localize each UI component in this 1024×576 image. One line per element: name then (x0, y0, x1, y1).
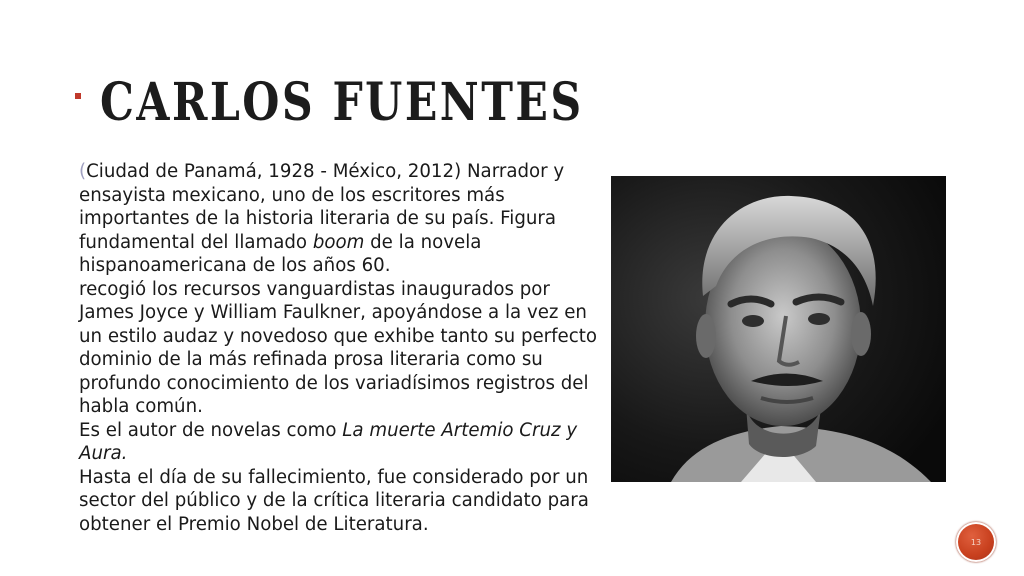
intro-text: Ciudad de Panamá, 1928 - México, 2012) Narrador y ensayista mexicano, uno de los escritores más importantes de la historia literaria de su país. Figura fundamental del llamado (79, 161, 565, 253)
portrait-photo (611, 176, 946, 482)
style-paragraph: recogió los recursos vanguardistas inaugurados por James Joyce y William Faulkner, apoyándose a la vez en un estilo audaz y novedoso que exhibe tanto su perfecto dominio de la más refinada prosa literaria como su profundo conocimiento de los variadísimos registros del habla común. (79, 278, 598, 417)
title-accent-mark (75, 93, 81, 99)
novel-titles: La muerte Artemio Cruz y Aura. (79, 419, 578, 464)
biography-text (79, 160, 599, 536)
nobel-paragraph: Hasta el día de su fallecimiento, fue considerado por un sector del público y de la crítica literaria candidato para obtener el Premio Nobel de Literatura. (79, 466, 589, 535)
open-paren: ( (79, 161, 87, 182)
page-number-badge: 13 (956, 522, 996, 562)
novels-intro: Es el autor de novelas como (79, 419, 343, 441)
novels-paragraph (79, 419, 599, 466)
intro-paragraph (79, 160, 599, 278)
intro-end-text: de la novela hispanoamericana de los años 60. (79, 231, 482, 276)
boom-word: boom (312, 231, 365, 253)
slide-title: CARLOS FUENTES (100, 72, 584, 133)
